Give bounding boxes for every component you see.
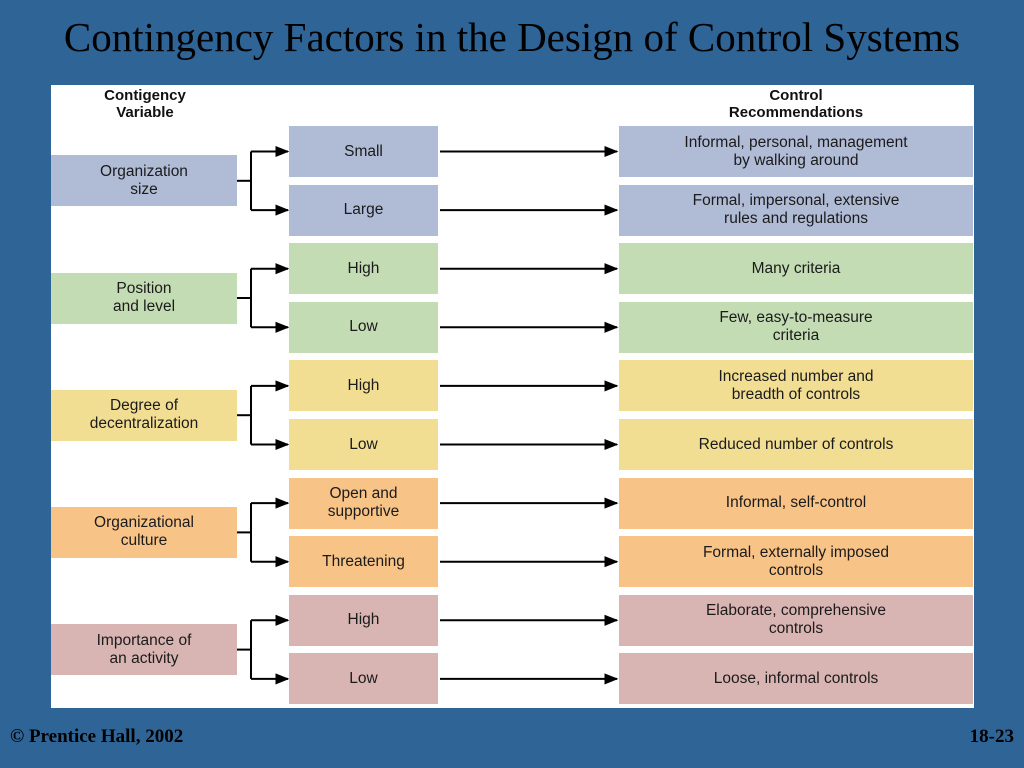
contingency-variable-box	[51, 273, 237, 324]
condition-box	[289, 126, 438, 177]
condition-box-text: High	[347, 376, 380, 394]
recommendation-box-text: Formal, externally imposed controls	[702, 543, 890, 579]
recommendation-box	[619, 419, 973, 470]
condition-box-text: Open and supportive	[327, 485, 400, 521]
recommendation-box	[619, 243, 973, 294]
condition-box-text: Low	[349, 669, 378, 687]
header-control-recommendations: Control Recommendations	[728, 87, 864, 121]
contingency-variable-box-text: Organizational culture	[94, 514, 194, 550]
condition-box-text: High	[347, 611, 380, 629]
contingency-variable-box	[51, 390, 237, 441]
condition-box-text: Low	[349, 318, 378, 336]
condition-box-text: Threatening	[322, 552, 405, 570]
condition-box	[289, 243, 438, 294]
recommendation-box	[619, 478, 973, 529]
condition-box	[289, 653, 438, 704]
recommendation-box-text: Increased number and breadth of controls	[718, 367, 874, 403]
condition-box	[289, 185, 438, 236]
recommendation-box-text: Formal, impersonal, extensive rules and regulations	[692, 192, 900, 228]
contingency-variable-box	[51, 624, 237, 675]
contingency-variable-box-text: Organization size	[100, 162, 188, 198]
page-number: 18-23	[969, 726, 1014, 747]
condition-box	[289, 419, 438, 470]
recommendation-box-text: Informal, self-control	[725, 494, 867, 512]
condition-box-text: High	[347, 259, 380, 277]
recommendation-box-text: Informal, personal, management by walking around	[684, 133, 908, 169]
contingency-variable-box	[51, 155, 237, 206]
contingency-variable-box-text: Position and level	[112, 280, 176, 315]
contingency-variable-box-text: Importance of an activity	[96, 631, 192, 667]
recommendation-box-text: Few, easy-to-measure criteria	[719, 309, 873, 345]
header-contingency-variable: Contigency Variable	[104, 87, 186, 121]
condition-box	[289, 302, 438, 353]
condition-box	[289, 360, 438, 411]
condition-box	[289, 595, 438, 646]
recommendation-box-text: Loose, informal controls	[713, 669, 879, 687]
recommendation-box	[619, 360, 973, 411]
condition-box-text: Large	[343, 201, 384, 219]
condition-box-text: Low	[349, 435, 378, 453]
condition-box-text: Small	[344, 142, 383, 160]
recommendation-box	[619, 302, 973, 353]
slide-title: Contingency Factors in the Design of Control Systems	[63, 14, 961, 60]
recommendation-box	[619, 185, 973, 236]
diagram-panel	[51, 85, 974, 708]
recommendation-box	[619, 126, 973, 177]
contingency-variable-box-text: Degree of decentralization	[89, 397, 199, 433]
contingency-variable-box	[51, 507, 237, 558]
recommendation-box-text: Many criteria	[751, 259, 841, 277]
recommendation-box-text: Reduced number of controls	[698, 435, 894, 453]
recommendation-box	[619, 536, 973, 587]
condition-box	[289, 478, 438, 529]
recommendation-box	[619, 595, 973, 646]
recommendation-box	[619, 653, 973, 704]
condition-box	[289, 536, 438, 587]
copyright-notice: © Prentice Hall, 2002	[10, 726, 184, 747]
recommendation-box-text: Elaborate, comprehensive controls	[705, 602, 887, 638]
